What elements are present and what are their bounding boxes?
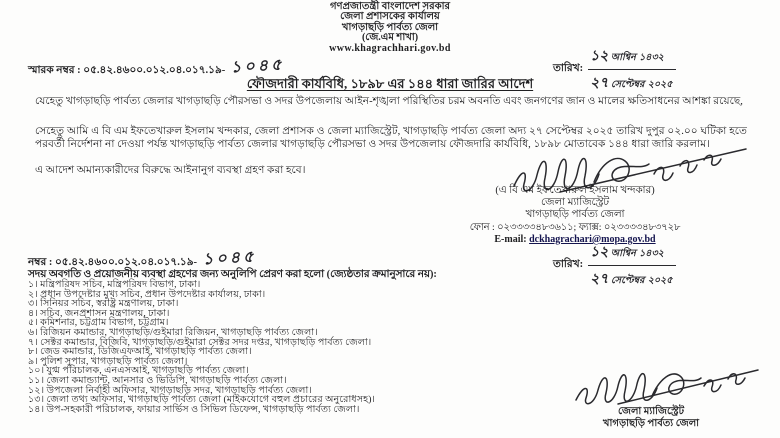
paragraph-warning: এ আদেশ অমান্যকারীদের বিরুদ্ধে আইনানুগ ব্যবস্থা গ্রহণ করা হবে। xyxy=(35,165,306,176)
page-title: ফৌজদারী কার্যবিধি, ১৮৯৮ এর ১৪৪ ধারা জারির আদেশ xyxy=(246,76,534,91)
distribution-list xyxy=(28,280,758,414)
signatory-district: খাগড়াছড়ি পার্বত্য জেলা xyxy=(525,209,625,221)
phone-fax-line: ফোন : ০২৩৩৩৩৪৮৩৬১১; ফ্যাক্স: ০২৩৩৩৩৪৮৩৭২৮ xyxy=(469,221,681,233)
memo-label: স্মারক নম্বর : ০৫.৪২.৪৬০০.০১২.০৪.০১৭.১৯- xyxy=(28,65,226,76)
bangla-date-day: ১২ xyxy=(590,244,609,260)
list-item: ৬। রিজিয়ন কমান্ডার, খাগড়াছড়ি/গুইমারা রিজিয়ন, খাগড়াছড়ি পার্বত্য জেলা। xyxy=(28,326,318,338)
govt-name: গণপ্রজাতন্ত্রী বাংলাদেশ সরকার xyxy=(329,1,451,12)
memo-label: নম্বর : ০৫.৪২.৪৬০০.০১২.০৪.০১৭.১৯- xyxy=(28,257,197,268)
district-name: খাগড়াছড়ি পার্বত্য জেলা xyxy=(341,21,439,33)
list-item: ৯। পুলিশ সুপার, খাগড়াছড়ি পার্বত্য জেলা। xyxy=(28,355,188,367)
paragraph-order: সেহেতু আমি এ বি এম ইফতেখারুল ইসলাম খন্দকার, জেলা প্রশাসক ও জেলা ম্যাজিস্ট্রেট, খাগড়াছড়ি পার্বত্য জেলা অদ্য ২৭ সেপ্টেম্বর ২০২৫ তারিখ দুপুর ০২.০০ ঘটিকা হতে পরবর্তী নির্দেশনা না দেওয়া পর্যন্ত খাগড়াছড়ি পার্বত্য জেলার খাগড়াছড়ি পৌরসভা ও সদর উপজেলায় ফৌজদারি কার্যবিধি, ১৮৯৮ মোতাবেক ১৪৪ ধারা জারি করলাম। xyxy=(35,126,747,151)
email-label: E-mail: xyxy=(494,233,527,245)
list-item: ৮। জেড কমান্ডার, ডিজিএফআই, খাগড়াছড়ি পার্বত্য জেলা। xyxy=(28,346,252,358)
signatory-name: (এ বি এম ইফতেখারুল ইসলাম খন্দকার) xyxy=(495,185,655,196)
distribution-heading: সদয় অবগতি ও প্রয়োজনীয় ব্যবস্থা গ্রহণের জন্য অনুলিপি প্রেরণ করা হলো (জ্যেষ্ঠতার ক্রমানুসারে নয়): xyxy=(28,269,437,280)
list-item: ৪। সচিব, জনপ্রশাসন মন্ত্রণালয়, ঢাকা। xyxy=(28,307,170,319)
office-name: জেলা প্রশাসকের কার্যালয় xyxy=(340,11,440,23)
bottom-signatory-block xyxy=(556,406,746,430)
branch-name: (জে.এম শাখা) xyxy=(361,32,419,44)
date-label: তারিখ: xyxy=(553,63,584,74)
paragraph-whereas: যেহেতু খাগড়াছড়ি পার্বত্য জেলার খাগড়াছড়ি পৌরসভা ও সদর উপজেলায় আইন-শৃঙ্খলা পরিস্থিতির চরম অবনতি এবং জনগণের জান ও মালের ক্ষতিসাধনের আশঙ্কা রয়েছে, xyxy=(35,96,743,107)
list-item: ১০। যুগ্ম পরিচালক, এনএসআই, খাগড়াছড়ি পার্বত্য জেলা। xyxy=(28,365,249,377)
list-item: ১১। জেলা কমান্ড্যান্ট, আনসার ও ভিডিপি, খাগড়াছড়ি পার্বত্য জেলা। xyxy=(28,374,287,386)
list-item: ২। প্রধান উপদেষ্টার মুখ্য সচিব, প্রধান উপদেষ্টার কার্যালয়, ঢাকা। xyxy=(28,288,266,300)
date-label: তারিখ: xyxy=(553,259,584,270)
list-item: ১২। উপজেলা নির্বাহী অফিসার, খাগড়াছড়ি সদর, খাগড়াছড়ি পার্বত্য জেলা। xyxy=(28,384,312,396)
list-item: ১৩। জেলা তথ্য অফিসার, খাগড়াছড়ি পার্বত্য জেলা (মাইকযোগে বহুল প্রচারের অনুরোধসহ)। xyxy=(28,394,375,406)
signatory-designation: জেলা ম্যাজিস্ট্রেট xyxy=(540,197,610,209)
website-link[interactable]: www.khagrachhari.gov.bd xyxy=(329,42,451,54)
list-item: ৩। সিনিয়র সচিব, স্বরাষ্ট্র মন্ত্রণালয়, ঢাকা। xyxy=(28,298,179,310)
bangla-date-day: ১২ xyxy=(590,48,609,64)
bottom-signatory-designation: জেলা ম্যাজিস্ট্রেট xyxy=(617,406,685,417)
gregorian-date-rest: সেপ্টেম্বর ২০২৫ xyxy=(610,79,673,90)
gregorian-date-day: ২৭ xyxy=(590,271,609,287)
bangla-date-rest: আশ্বিন ১৪৩২ xyxy=(610,248,664,259)
list-item: ১। মন্ত্রিপরিষদ সচিব, মন্ত্রিপরিষদ বিভাগ, ঢাকা। xyxy=(28,279,201,290)
bottom-signatory-district: খাগড়াছড়ি পার্বত্য জেলা xyxy=(602,417,700,429)
list-item: ৭। সেক্টর কমান্ডার, বিজিবি, খাগড়াছড়ি/গুইমারা সেক্টর সদর দপ্তর, খাগড়াছড়ি পার্বত্য জেলা। xyxy=(28,336,372,348)
list-item: ১৪। উপ-সহকারী পরিচালক, ফায়ার সার্ভিস ও সিভিল ডিফেন্স, খাগড়াছড়ি পার্বত্য জেলা। xyxy=(28,403,360,415)
gregorian-date-rest: সেপ্টেম্বর ২০২৫ xyxy=(610,275,673,286)
gregorian-date-day: ২৭ xyxy=(590,75,609,91)
email-link[interactable]: dckhagrachari@mopa.gov.bd xyxy=(529,233,656,245)
bangla-date-rest: আশ্বিন ১৪৩২ xyxy=(610,52,664,63)
signatory-block xyxy=(428,185,722,246)
list-item: ৫। কমিশনার, চট্টগ্রাম বিভাগ, চট্টগ্রাম। xyxy=(28,317,169,329)
handwritten-memo-number: ১০৪৫ xyxy=(202,246,257,269)
handwritten-memo-number: ১০৪৫ xyxy=(230,54,286,77)
